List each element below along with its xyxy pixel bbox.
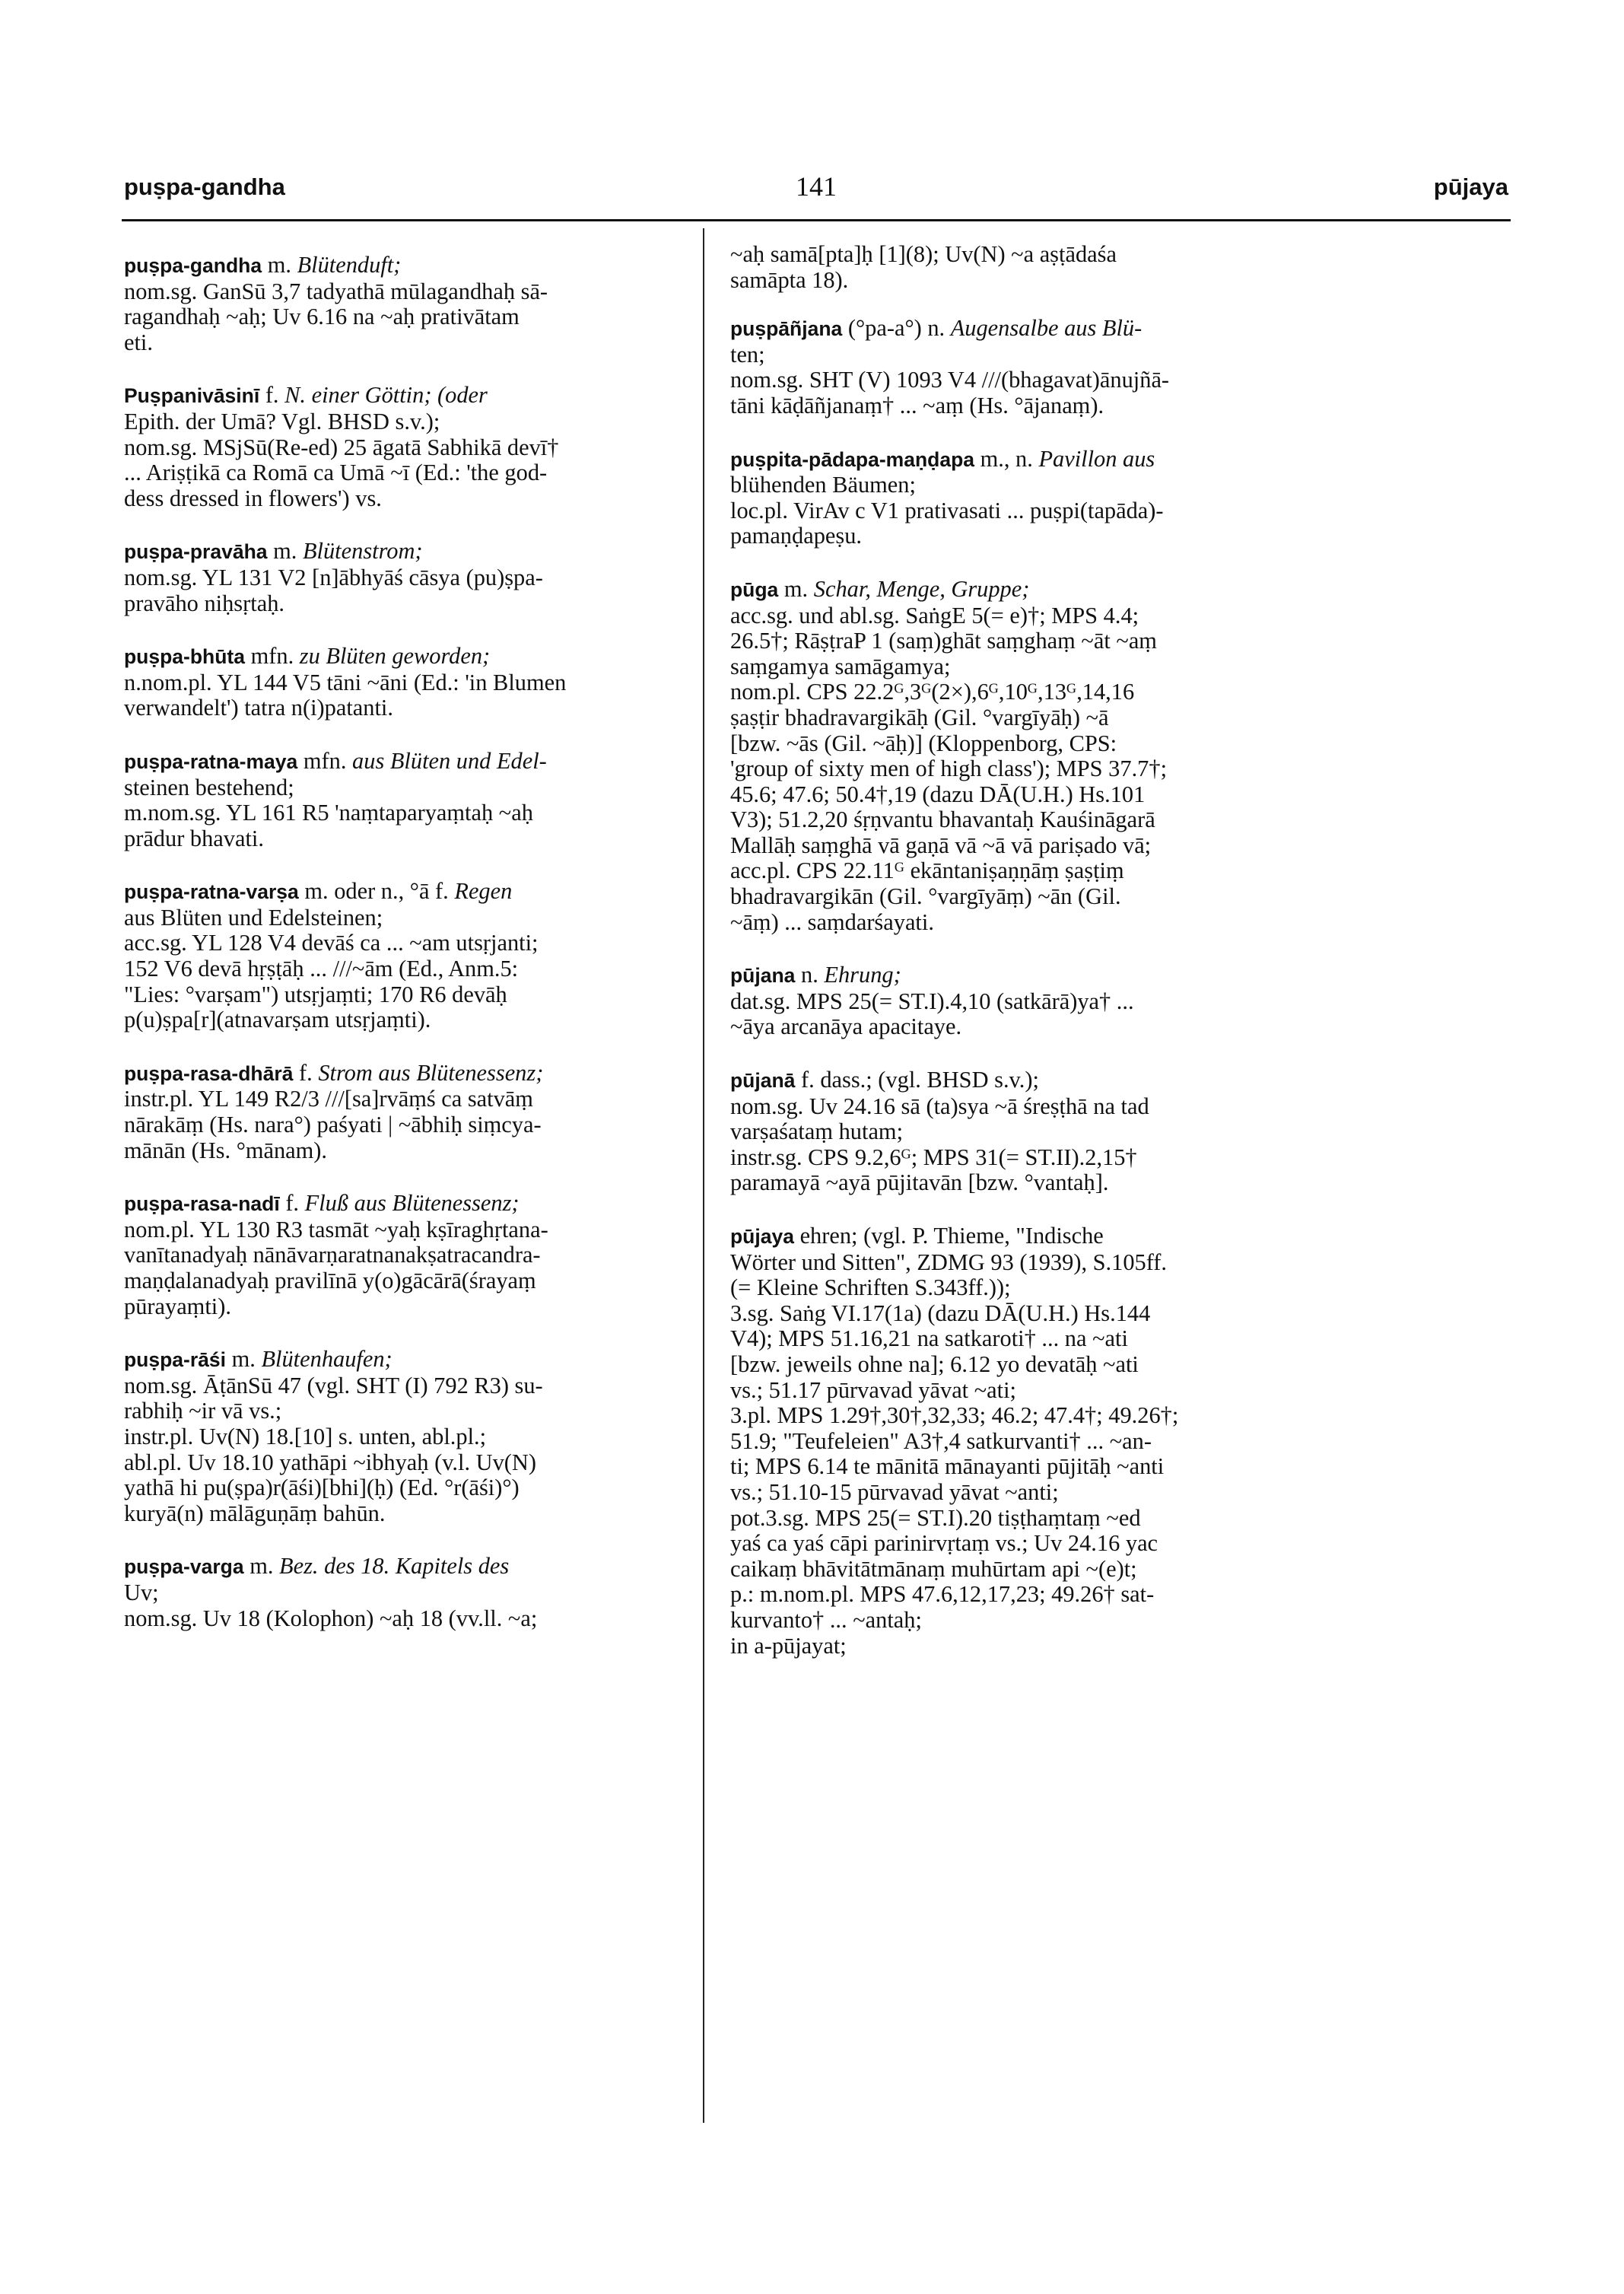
entry-line: nom.sg. GanSū 3,7 tadyathā mūlagandhaḥ sā-	[124, 278, 548, 304]
header-first-entry: puṣpa-gandha	[124, 173, 285, 200]
entry-headline	[730, 962, 1282, 989]
page-number: 141	[796, 171, 837, 202]
entry-line: V4); MPS 51.16,21 na satkaroti† ... na ~ati	[730, 1325, 1128, 1352]
entry-headword: puṣpa-ratna-maya	[124, 749, 298, 773]
entry-definition: Blütenstrom;	[302, 538, 423, 565]
entry-headword: pūga	[730, 577, 779, 601]
entry-line: nom.sg. MSjSū(Re-ed) 25 āgatā Sabhikā devī†	[124, 434, 559, 460]
entry-headword: puṣpa-varga	[124, 1555, 244, 1579]
entry-line: maṇḍalanadyaḥ pravilīnā y(o)gācārā(śrayaṃ	[124, 1268, 536, 1293]
entry-line: ... Ariṣṭikā ca Romā ca Umā ~ī (Ed.: 'the god-	[124, 460, 548, 486]
entry-grammar: ehren; (vgl. P. Thieme, "Indische	[799, 1223, 1104, 1249]
entry-line: "Lies: °varṣam") utsṛjaṃti; 170 R6 devāḥ	[124, 981, 507, 1007]
dictionary-entry	[124, 644, 678, 721]
entry-line: nom.sg. ĀṭānSū 47 (vgl. SHT (I) 792 R3) su-	[124, 1372, 543, 1398]
dictionary-entry	[124, 749, 678, 851]
entry-line: ten;	[730, 341, 765, 367]
entry-line: pot.3.sg. MPS 25(= ST.I).20 tiṣṭhaṃtaṃ ~ed	[730, 1504, 1141, 1531]
entry-headline	[730, 447, 1282, 473]
entry-grammar: m.	[249, 1553, 274, 1580]
entry-headword: puṣpa-rāśi	[124, 1348, 227, 1372]
entry-headline	[124, 749, 678, 775]
entry-line: aus Blüten und Edelsteinen;	[124, 904, 383, 931]
entry-line: bhadravargikān (Gil. °vargīyāṃ) ~ān (Gil.	[730, 883, 1121, 910]
entry-headline	[124, 879, 678, 905]
entry-line: [bzw. jeweils ohne na]; 6.12 yo devatāḥ ~ati	[730, 1351, 1139, 1377]
entry-grammar: m., n.	[980, 445, 1033, 472]
entry-line: Uv;	[124, 1579, 159, 1605]
dictionary-entry	[730, 316, 1282, 418]
entry-line: ~āya arcanāya apacitaye.	[730, 1013, 962, 1040]
entry-definition: Blütenduft;	[297, 252, 402, 278]
entry-definition: N. einer Göttin; (oder	[284, 382, 488, 409]
entry-line: p(u)ṣpa[r](atnavarṣam utsṛjaṃti).	[124, 1007, 431, 1033]
entry-headline	[124, 1061, 678, 1087]
entry-line: nom.sg. YL 131 V2 [n]ābhyāś cāsya (pu)ṣpa-	[124, 564, 543, 590]
entry-headword: puṣpita-pādapa-maṇḍapa	[730, 447, 974, 471]
entry-line: verwandelt') tatra n(i)patanti.	[124, 695, 393, 721]
entry-line: nom.sg. Uv 24.16 sā (ta)sya ~ā śreṣṭhā na tad	[730, 1093, 1149, 1119]
entry-grammar: mfn.	[303, 747, 347, 774]
entry-line: acc.sg. und abl.sg. SaṅgE 5(= e)†; MPS 4.4;	[730, 602, 1139, 628]
dictionary-entry	[730, 962, 1282, 1040]
entry-headword: puṣpa-gandha	[124, 254, 262, 277]
entry-grammar: f.	[299, 1059, 313, 1086]
entry-line: [bzw. ~ās (Gil. ~āḥ)] (Kloppenborg, CPS:	[730, 730, 1117, 756]
entry-definition: Fluß aus Blütenessenz;	[304, 1190, 520, 1217]
entry-definition: Pavillon aus	[1038, 445, 1155, 472]
entry-headword: puṣpa-pravāha	[124, 540, 268, 564]
entry-grammar: m.	[267, 252, 291, 278]
column-separator	[703, 228, 704, 2123]
entry-headline	[730, 577, 1282, 603]
entry-line: ṣaṣṭir bhadravargikāḥ (Gil. °vargīyāḥ) ~ā	[730, 704, 1109, 730]
entry-headword: puṣpāñjana	[730, 317, 843, 341]
entry-headline	[124, 1554, 678, 1580]
entry-line: samāpta 18).	[730, 266, 849, 293]
running-header	[124, 173, 1508, 219]
entry-line: pūrayaṃti).	[124, 1293, 231, 1319]
entry-line: nom.sg. Uv 18 (Kolophon) ~aḥ 18 (vv.ll. ~a;	[124, 1605, 538, 1631]
entry-line: mānān (Hs. °mānam).	[124, 1137, 328, 1163]
entry-headline	[124, 539, 678, 565]
entry-line: dat.sg. MPS 25(= ST.I).4,10 (satkārā)ya† ...	[730, 988, 1134, 1014]
right-column	[730, 242, 1282, 1686]
dictionary-entry	[124, 539, 678, 616]
entry-line: m.nom.sg. YL 161 R5 'naṃtaparyaṃtaḥ ~aḥ	[124, 800, 533, 826]
entry-definition: zu Blüten geworden;	[299, 643, 491, 670]
entry-grammar: f.	[265, 382, 279, 409]
entry-headline	[124, 383, 678, 409]
entry-definition: Schar, Menge, Gruppe;	[813, 575, 1030, 602]
entry-headword: puṣpa-ratna-varṣa	[124, 880, 299, 904]
entry-definition: Augensalbe aus Blü-	[950, 315, 1143, 342]
entry-definition: Strom aus Blütenessenz;	[318, 1059, 544, 1086]
entry-line: V3); 51.2,20 śṛṇvantu bhavantaḥ Kauśināgarā	[730, 807, 1155, 833]
entry-line: 51.9; "Teufeleien" A3†,4 satkurvanti† ... ~an-	[730, 1427, 1152, 1454]
entry-line: nom.sg. SHT (V) 1093 V4 ///(bhagavat)ānujñā-	[730, 367, 1170, 393]
entry-headline	[730, 1223, 1282, 1250]
entry-line: 3.sg. Saṅg VI.17(1a) (dazu DĀ(U.H.) Hs.144	[730, 1300, 1151, 1326]
entry-line: caikaṃ bhāvitātmānaṃ muhūrtam api ~(e)t;	[730, 1555, 1137, 1582]
entry-headline	[124, 253, 678, 279]
entry-line: yathā hi pu(ṣpa)r(āśi)[bhi](ḥ) (Ed. °r(āśi)°)	[124, 1475, 520, 1501]
entry-line: vs.; 51.17 pūrvavad yāvat ~ati;	[730, 1376, 1016, 1403]
entry-line: 'group of sixty men of high class'); MPS 37.7†;	[730, 756, 1168, 782]
entry-headline	[124, 644, 678, 670]
entry-line: ragandhaḥ ~aḥ; Uv 6.16 na ~aḥ prativātam	[124, 304, 520, 330]
entry-grammar: f.	[285, 1190, 300, 1217]
entry-line: instr.pl. Uv(N) 18.[10] s. unten, abl.pl.;	[124, 1423, 487, 1449]
entry-headline	[730, 1067, 1282, 1094]
entry-line: Wörter und Sitten", ZDMG 93 (1939), S.105ff.	[730, 1249, 1168, 1275]
dictionary-entry	[124, 1191, 678, 1319]
entry-headword: pūjana	[730, 964, 796, 988]
dictionary-entry	[124, 1554, 678, 1631]
entry-line: kuryā(n) mālāguṇāṃ bahūn.	[124, 1500, 386, 1526]
entry-definition: Blütenhaufen;	[261, 1346, 392, 1373]
entry-grammar: n.	[801, 962, 818, 988]
entry-line: ti; MPS 6.14 te mānitā mānayanti pūjitāḥ ~anti	[730, 1453, 1165, 1480]
header-last-entry: pūjaya	[1433, 173, 1508, 200]
entry-line: saṃgamya samāgamya;	[730, 653, 951, 679]
entry-line: blühenden Bäumen;	[730, 472, 916, 498]
entry-definition: Bez. des 18. Kapitels des	[279, 1553, 510, 1580]
entry-line: vs.; 51.10-15 pūrvavad yāvat ~anti;	[730, 1478, 1059, 1505]
entry-line: Mallāḥ saṃghā vā gaṇā vā ~ā vā pariṣado vā;	[730, 832, 1152, 858]
entry-line: dess dressed in flowers') vs.	[124, 485, 382, 511]
entry-line: nārakāṃ (Hs. nara°) paśyati | ~ābhiḥ siṃcya-	[124, 1112, 542, 1138]
entry-line: instr.sg. CPS 9.2,6ᴳ; MPS 31(= ST.II).2,15†	[730, 1144, 1137, 1170]
entry-line: pravāho niḥsṛtaḥ.	[124, 590, 284, 616]
dictionary-entry	[124, 383, 678, 511]
entry-line: abl.pl. Uv 18.10 yathāpi ~ibhyaḥ (v.l. Uv(N)	[124, 1449, 536, 1475]
header-rule	[122, 219, 1511, 221]
dictionary-entry	[124, 1347, 678, 1526]
entry-headline	[124, 1191, 678, 1217]
entry-grammar: mfn.	[250, 643, 294, 670]
entry-line: nom.pl. YL 130 R3 tasmāt ~yaḥ kṣīraghṛtana-	[124, 1216, 548, 1242]
dictionary-entry	[730, 1067, 1282, 1196]
entry-line: steinen bestehend;	[124, 774, 294, 800]
entry-line: yaś ca yaś cāpi parinirvṛtaṃ vs.; Uv 24.16 yac	[730, 1530, 1158, 1557]
dictionary-entry	[730, 1223, 1282, 1659]
entry-headword: puṣpa-bhūta	[124, 645, 245, 669]
entry-headword: pūjanā	[730, 1069, 796, 1093]
dictionary-entry	[730, 447, 1282, 549]
entry-grammar: m. oder n., °ā f.	[304, 878, 449, 905]
entry-grammar: m.	[783, 575, 809, 602]
entry-line: ~aḥ samā[pta]ḥ [1](8); Uv(N) ~a aṣṭādaśa	[730, 241, 1117, 267]
entry-headline	[124, 1347, 678, 1373]
dictionary-entry	[124, 253, 678, 355]
entry-line: in a-pūjayat;	[730, 1632, 847, 1659]
entry-line: acc.pl. CPS 22.11ᴳ ekāntaniṣaṇṇāṃ ṣaṣṭiṃ	[730, 857, 1124, 884]
left-column	[124, 242, 678, 1659]
entry-line: vanītanadyaḥ nānāvarṇaratnanakṣatracandra-	[124, 1242, 541, 1268]
entry-definition: Ehrung;	[824, 962, 901, 988]
entry-line: loc.pl. VirAv c V1 prativasati ... puṣpi(tapāda)-	[730, 497, 1164, 523]
entry-line: prādur bhavati.	[124, 825, 264, 851]
entry-line: tāni kāḍāñjanaṃ† ... ~aṃ (Hs. °ājanaṃ).	[730, 392, 1104, 418]
entry-grammar: (°pa-a°) n.	[847, 315, 945, 342]
entry-line: ~āṃ) ... saṃdarśayati.	[730, 908, 934, 935]
entry-headword: Puṣpanivāsinī	[124, 384, 260, 408]
entry-headword: puṣpa-rasa-nadī	[124, 1192, 280, 1216]
entry-line: 152 V6 devā hṛṣṭāḥ ... ///~ām (Ed., Anm.5:	[124, 956, 519, 982]
entry-line: nom.pl. CPS 22.2ᴳ,3ᴳ(2×),6ᴳ,10ᴳ,13ᴳ,14,16	[730, 679, 1135, 705]
dictionary-entry	[730, 577, 1282, 935]
entry-line: Epith. der Umā? Vgl. BHSD s.v.);	[124, 408, 440, 434]
entry-line: varṣaśataṃ hutam;	[730, 1118, 904, 1145]
entry-headword: pūjaya	[730, 1225, 794, 1248]
entry-line: kurvanto† ... ~antaḥ;	[730, 1606, 922, 1633]
dictionary-entry	[124, 1061, 678, 1163]
entry-headline	[730, 316, 1282, 342]
entry-line: paramayā ~ayā pūjitavān [bzw. °vantaḥ].	[730, 1169, 1109, 1196]
entry-line: eti.	[124, 329, 153, 355]
entry-definition: Regen	[454, 878, 513, 905]
entry-line: (= Kleine Schriften S.343ff.));	[730, 1274, 1011, 1301]
entry-line: rabhiḥ ~ir vā vs.;	[124, 1398, 282, 1424]
entry-grammar: f. dass.; (vgl. BHSD s.v.);	[801, 1067, 1039, 1093]
dictionary-entry	[124, 879, 678, 1033]
continued-entry	[730, 242, 1282, 293]
entry-grammar: m.	[231, 1346, 256, 1373]
entry-line: p.: m.nom.pl. MPS 47.6,12,17,23; 49.26† sat-	[730, 1581, 1155, 1608]
entry-grammar: m.	[273, 538, 297, 565]
entry-line: 3.pl. MPS 1.29†,30†,32,33; 46.2; 47.4†; 49.26†;	[730, 1402, 1179, 1429]
entry-line: acc.sg. YL 128 V4 devāś ca ... ~am utsṛjanti;	[124, 930, 539, 956]
entry-definition: aus Blüten und Edel-	[352, 747, 547, 774]
entry-line: 26.5†; RāṣṭraP 1 (saṃ)ghāt saṃghaṃ ~āt ~aṃ	[730, 628, 1157, 654]
entry-line: 45.6; 47.6; 50.4†,19 (dazu DĀ(U.H.) Hs.101	[730, 781, 1146, 807]
entry-line: instr.pl. YL 149 R2/3 ///[sa]rvāṃś ca satvāṃ	[124, 1086, 533, 1112]
entry-line: pamaṇḍapeṣu.	[730, 523, 862, 549]
entry-headword: puṣpa-rasa-dhārā	[124, 1061, 294, 1085]
entry-line: n.nom.pl. YL 144 V5 tāni ~āni (Ed.: 'in Blumen	[124, 669, 567, 695]
